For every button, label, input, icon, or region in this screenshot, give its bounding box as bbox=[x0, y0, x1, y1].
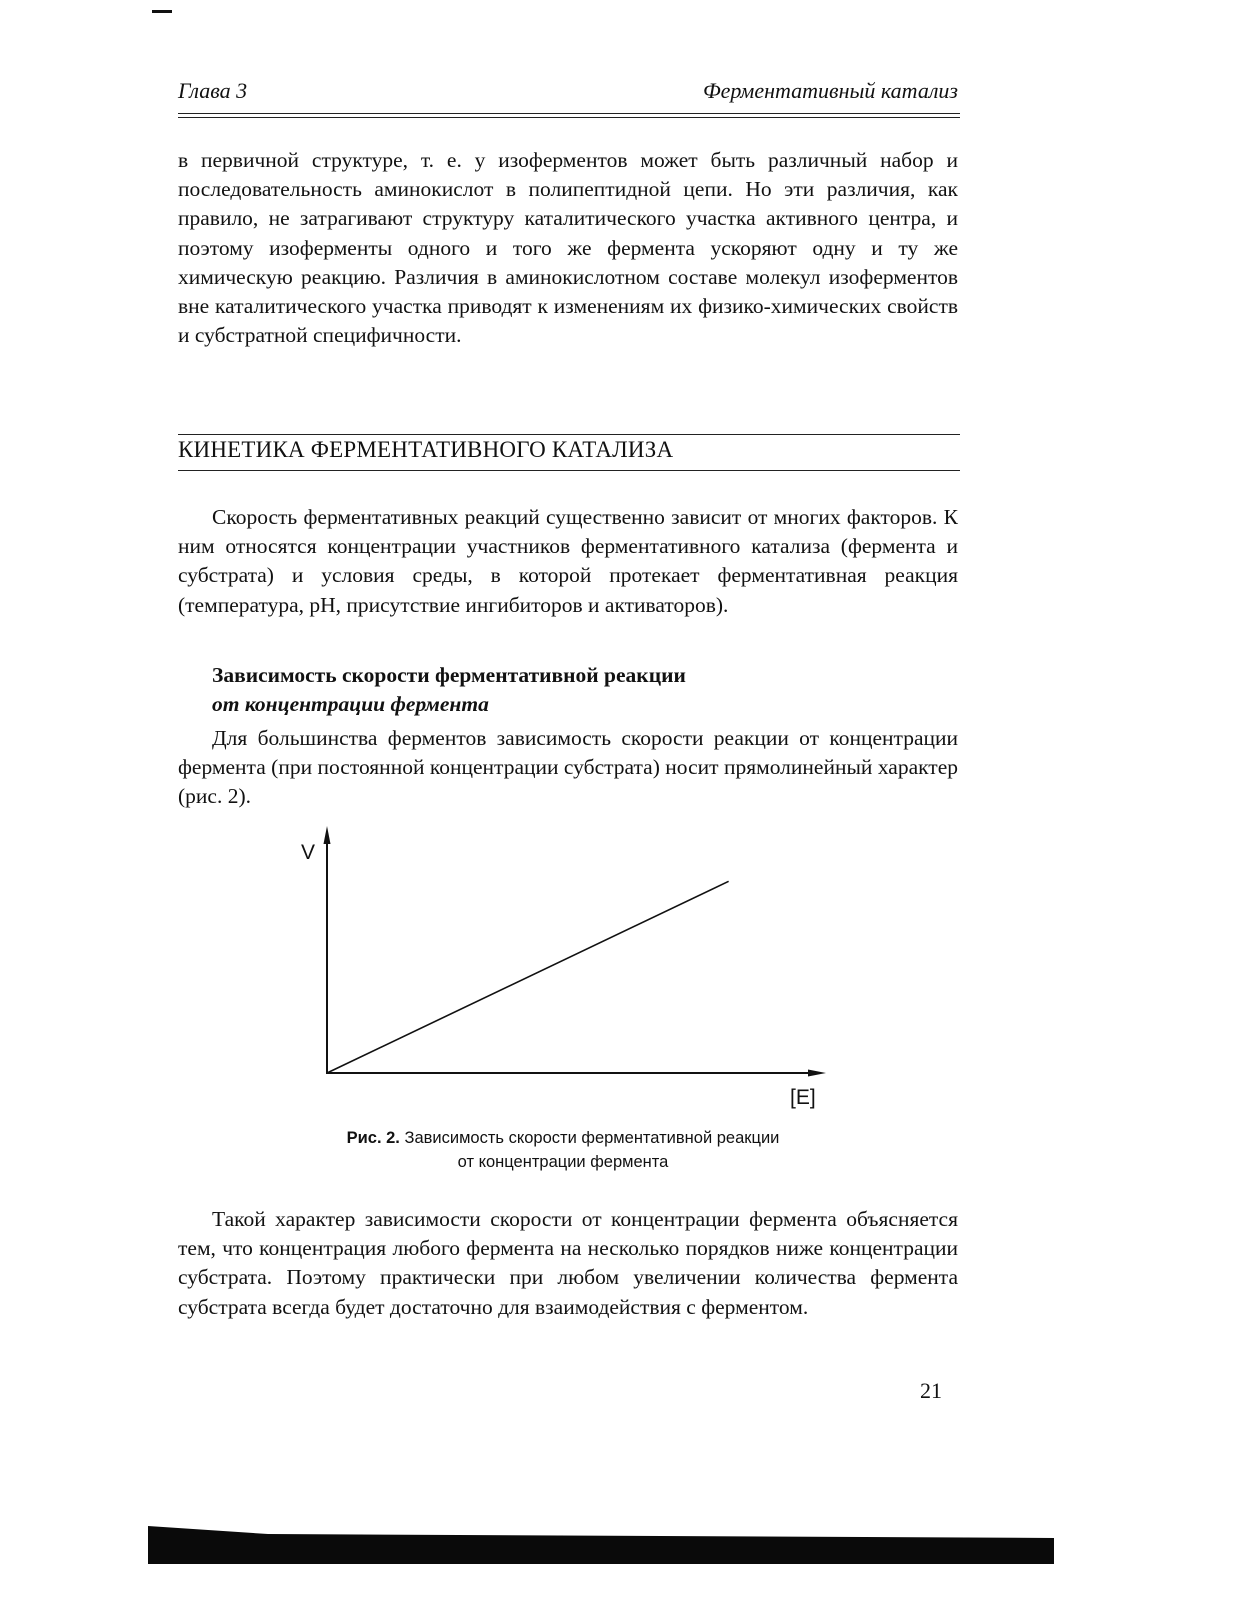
chapter-label: Глава 3 bbox=[178, 78, 248, 103]
caption-text-line1: Зависимость скорости ферментативной реакции bbox=[399, 1129, 780, 1147]
header-rule-bottom bbox=[178, 117, 960, 118]
paragraph-isoenzymes: в первичной структуре, т. е. у изоферментов может быть различный набор и последовательность аминокислот в полипептидной цепи. Но эти различия, как правило, не затрагивают структуру каталитического участка активного центра, и поэтому изоферменты одного и того же фермента ускоряют одну и ту же химическую реакцию. Различия в аминокислотном составе молекул изоферментов вне каталитического участка приводят к изменениям их физико-химических свойств и субстратной специфичности. bbox=[178, 148, 958, 348]
paragraph-linear: Для большинства ферментов зависимость скорости реакции от концентрации фермента (при постоянной концентрации субстрата) носит прямолинейный характер (рис. 2). bbox=[178, 726, 958, 809]
subsection-heading-line2: от концентрации фермента bbox=[212, 692, 489, 716]
page-number: 21 bbox=[920, 1378, 942, 1403]
series-line bbox=[327, 881, 729, 1073]
caption-text-line2: от концентрации фермента bbox=[457, 1153, 669, 1171]
scan-edge-bar bbox=[148, 1520, 1054, 1564]
section-title: КИНЕТИКА ФЕРМЕНТАТИВНОГО КАТАЛИЗА bbox=[178, 437, 674, 462]
section-rule-top bbox=[178, 434, 960, 435]
y-axis-arrow bbox=[324, 826, 331, 844]
subsection-heading bbox=[212, 661, 912, 719]
running-header bbox=[178, 78, 958, 108]
x-axis-label: [E] bbox=[790, 1086, 816, 1109]
chapter-title: Ферментативный катализ bbox=[702, 78, 958, 103]
corner-mark bbox=[152, 10, 172, 13]
paragraph-factors: Скорость ферментативных реакций существенно зависит от многих факторов. К ним относятся концентрации участников ферментативного катализа (фермента и субстрата) и условия среды, в которой протекает ферментативная реакция (температура, рН, присутствие ингибиторов и активаторов). bbox=[178, 505, 958, 617]
caption-label: Рис. 2. bbox=[346, 1129, 400, 1147]
paragraph-explanation: Такой характер зависимости скорости от концентрации фермента объясняется тем, что концентрация любого фермента на несколько порядков ниже концентрации субстрата. Поэтому практически при любом увеличении количества фермента субстрата всегда будет достаточно для взаимодействия с ферментом. bbox=[178, 1207, 958, 1319]
header-rule-top bbox=[178, 113, 960, 114]
x-axis-arrow bbox=[808, 1070, 826, 1077]
velocity-chart bbox=[290, 822, 850, 1122]
subsection-heading-line1: Зависимость скорости ферментативной реакции bbox=[212, 663, 686, 687]
y-axis-label: V bbox=[301, 841, 316, 864]
figure-caption bbox=[178, 1126, 948, 1174]
section-rule-bottom bbox=[178, 470, 960, 471]
